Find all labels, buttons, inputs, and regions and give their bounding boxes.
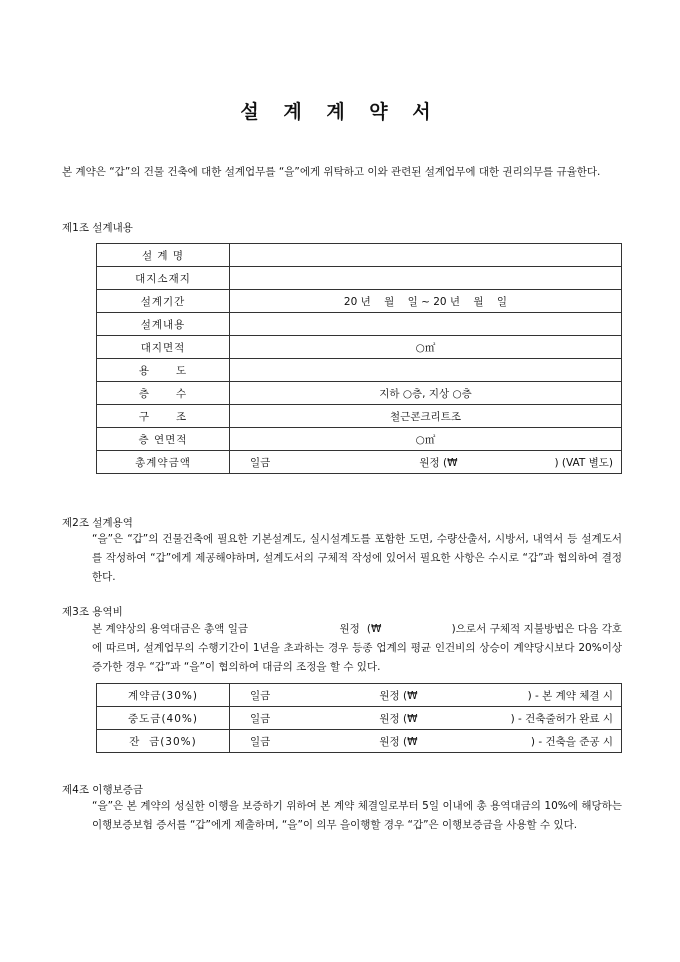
amount-vat: ) (VAT 별도) bbox=[462, 451, 622, 474]
row-value: 지하 ○층, 지상 ○층 bbox=[230, 382, 622, 405]
table-row bbox=[97, 707, 622, 730]
row-label: 용 도 bbox=[97, 359, 230, 382]
article-4-text: “을”은 본 계약의 성실한 이행을 보증하기 위하여 본 계약 체결일로부터 5일 이내에 총 용역대금의 10%에 해당하는 이행보증보험 증서를 “갑”에게 제출하며, “을”이 의무 을이행할 경우 “갑”은 이행보증금을 사용할 수 있다. bbox=[92, 800, 622, 831]
row-label: 층 연면적 bbox=[97, 428, 230, 451]
table-row bbox=[97, 451, 622, 474]
row-label: 대지면적 bbox=[97, 336, 230, 359]
payment-prefix: 일금 bbox=[230, 684, 312, 707]
table-row bbox=[97, 428, 622, 451]
row-label: 구 조 bbox=[97, 405, 230, 428]
payment-label: 중도금(40%) bbox=[97, 707, 230, 730]
article-3-text: 본 계약상의 용역대금은 총액 일금 원정 (₩ )으로서 구체적 지불방법은 다음 각호에 따르며, 설계업무의 수행기간이 1년을 초과하는 경우 등종 업계의 평균 인건비의 상승이 계약당시보다 20%이상 증가한 경우 “갑”과 “을”이 협의하여 대금의 조정을 할 수 있다. bbox=[92, 623, 626, 673]
payment-won: 원정 (₩ bbox=[312, 707, 422, 730]
payment-condition: ) - 본 계약 체결 시 bbox=[422, 684, 622, 707]
intro-paragraph: 본 계약은 “갑”의 건물 건축에 대한 설계업무를 “을”에게 위탁하고 이와 관련된 설계업무에 대한 권리의무를 규율한다. bbox=[62, 166, 601, 178]
article-3-heading: 제3조 용역비 bbox=[62, 606, 123, 618]
row-label: 설계내용 bbox=[97, 313, 230, 336]
row-label: 설 계 명 bbox=[97, 244, 230, 267]
document-title: 설 계 계 약 서 bbox=[240, 101, 440, 123]
row-value bbox=[230, 359, 622, 382]
table-row bbox=[97, 313, 622, 336]
row-value: 철근콘크리트조 bbox=[230, 405, 622, 428]
table-row bbox=[97, 382, 622, 405]
article-4-heading: 제4조 이행보증금 bbox=[62, 784, 144, 796]
row-value: ○㎡ bbox=[230, 336, 622, 359]
article-2-heading: 제2조 설계용역 bbox=[62, 517, 133, 529]
amount-prefix: 일금 bbox=[230, 451, 342, 474]
row-label: 층 수 bbox=[97, 382, 230, 405]
table-row bbox=[97, 267, 622, 290]
payment-condition: ) - 건축줄허가 완료 시 bbox=[422, 707, 622, 730]
table-row bbox=[97, 684, 622, 707]
payment-schedule-table bbox=[96, 683, 622, 753]
row-value bbox=[230, 267, 622, 290]
row-value bbox=[230, 313, 622, 336]
article-1-heading: 제1조 설계내용 bbox=[62, 222, 133, 234]
amount-won: 원정 (₩ bbox=[342, 451, 462, 474]
row-label: 총계약금액 bbox=[97, 451, 230, 474]
article-2-text: “을”은 “갑”의 건물건축에 필요한 기본설계도, 실시설계도를 포함한 도면, 수량산출서, 시방서, 내역서 등 설계도서를 작성하여 “갑”에게 제공해야하며, 설계도서의 구체적 작성에 있어서 필요한 사항은 수시로 “갑”과 협의하여 결정한다. bbox=[92, 533, 622, 583]
table-row bbox=[97, 336, 622, 359]
payment-won: 원정 (₩ bbox=[312, 730, 422, 753]
row-value: ○㎡ bbox=[230, 428, 622, 451]
table-row bbox=[97, 290, 622, 313]
payment-condition: ) - 건축을 준공 시 bbox=[422, 730, 622, 753]
row-label: 대지소재지 bbox=[97, 267, 230, 290]
table-row bbox=[97, 244, 622, 267]
table-row bbox=[97, 359, 622, 382]
payment-label: 잔 금(30%) bbox=[97, 730, 230, 753]
row-value bbox=[230, 244, 622, 267]
design-content-table bbox=[96, 243, 622, 474]
payment-label: 계약금(30%) bbox=[97, 684, 230, 707]
row-value: 20 년 월 일 ~ 20 년 월 일 bbox=[230, 290, 622, 313]
row-label: 설계기간 bbox=[97, 290, 230, 313]
payment-won: 원정 (₩ bbox=[312, 684, 422, 707]
table-row bbox=[97, 730, 622, 753]
payment-prefix: 일금 bbox=[230, 707, 312, 730]
table-row bbox=[97, 405, 622, 428]
payment-prefix: 일금 bbox=[230, 730, 312, 753]
